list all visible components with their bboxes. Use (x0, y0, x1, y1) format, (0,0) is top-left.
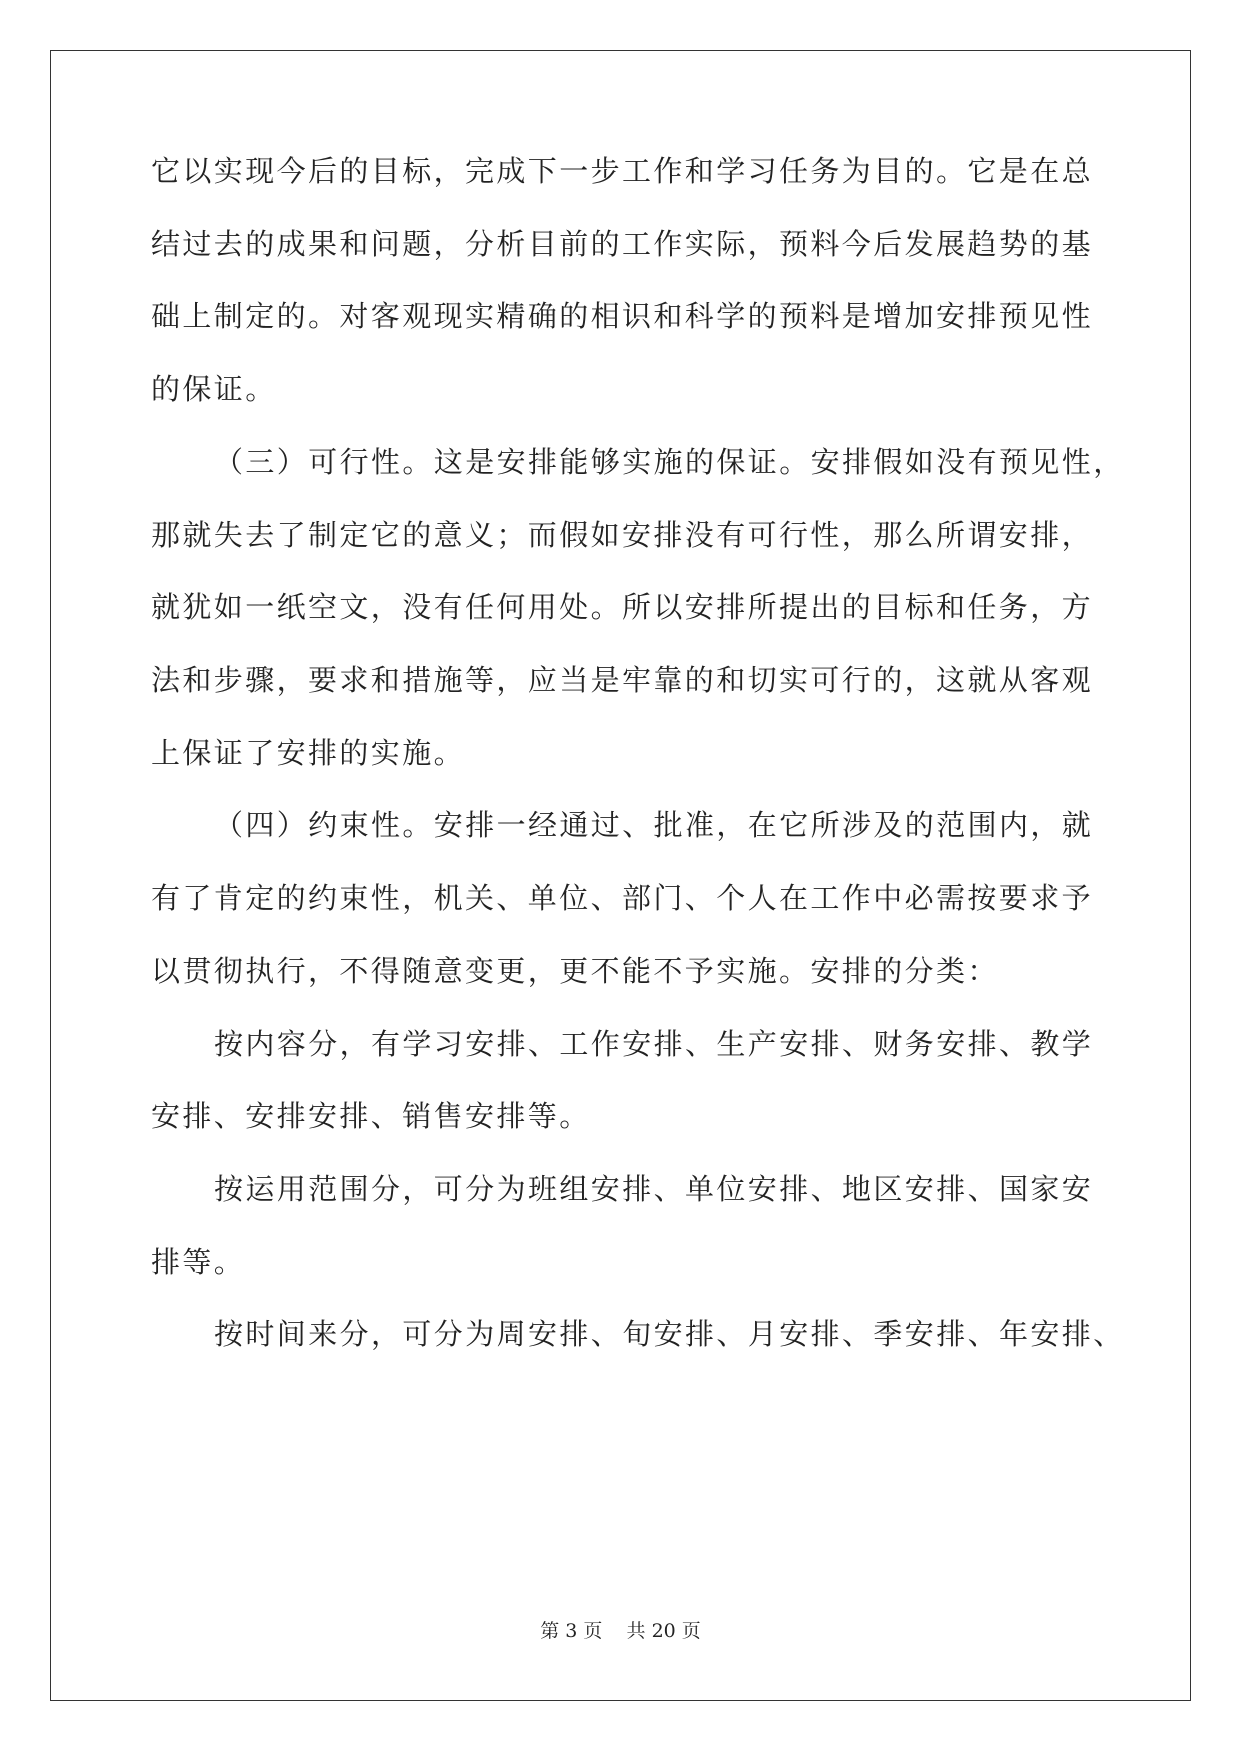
text-line: 础上制定的。对客观现实精确的相识和科学的预料是增加安排预见性 (151, 299, 1094, 333)
text-line: 安排、安排安排、销售安排等。 (151, 1099, 591, 1133)
text-line: （四）约束性。安排一经通过、批准，在它所涉及的范围内，就 (214, 808, 1094, 842)
text-line: 上保证了安排的实施。 (151, 736, 466, 770)
text-line: 法和步骤，要求和措施等，应当是牢靠的和切实可行的，这就从客观 (151, 663, 1094, 697)
text-line: 以贯彻执行，不得随意变更，更不能不予实施。安排的分类： (151, 954, 999, 988)
text-line: 结过去的成果和问题，分析目前的工作实际，预料今后发展趋势的基 (151, 227, 1094, 261)
text-line: 就犹如一纸空文，没有任何用处。所以安排所提出的目标和任务，方 (151, 590, 1094, 624)
text-line: 按运用范围分，可分为班组安排、单位安排、地区安排、国家安 (214, 1172, 1094, 1206)
text-line: 按内容分，有学习安排、工作安排、生产安排、财务安排、教学 (214, 1027, 1094, 1061)
page-footer (0, 1619, 1241, 1643)
text-line: 它以实现今后的目标，完成下一步工作和学习任务为目的。它是在总 (151, 154, 1094, 188)
page-number-label: 第 3 页 共 20 页 (540, 1620, 701, 1642)
text-line: 按时间来分，可分为周安排、旬安排、月安排、季安排、年安排、 (214, 1317, 1125, 1351)
text-line: 那就失去了制定它的意义；而假如安排没有可行性，那么所谓安排， (151, 518, 1094, 552)
text-line: 的保证。 (151, 372, 277, 406)
text-line: （三）可行性。这是安排能够实施的保证。安排假如没有预见性， (214, 445, 1125, 479)
text-line: 有了肯定的约束性，机关、单位、部门、个人在工作中必需按要求予 (151, 881, 1094, 915)
text-line: 排等。 (151, 1245, 246, 1279)
page-border (50, 50, 1191, 1701)
